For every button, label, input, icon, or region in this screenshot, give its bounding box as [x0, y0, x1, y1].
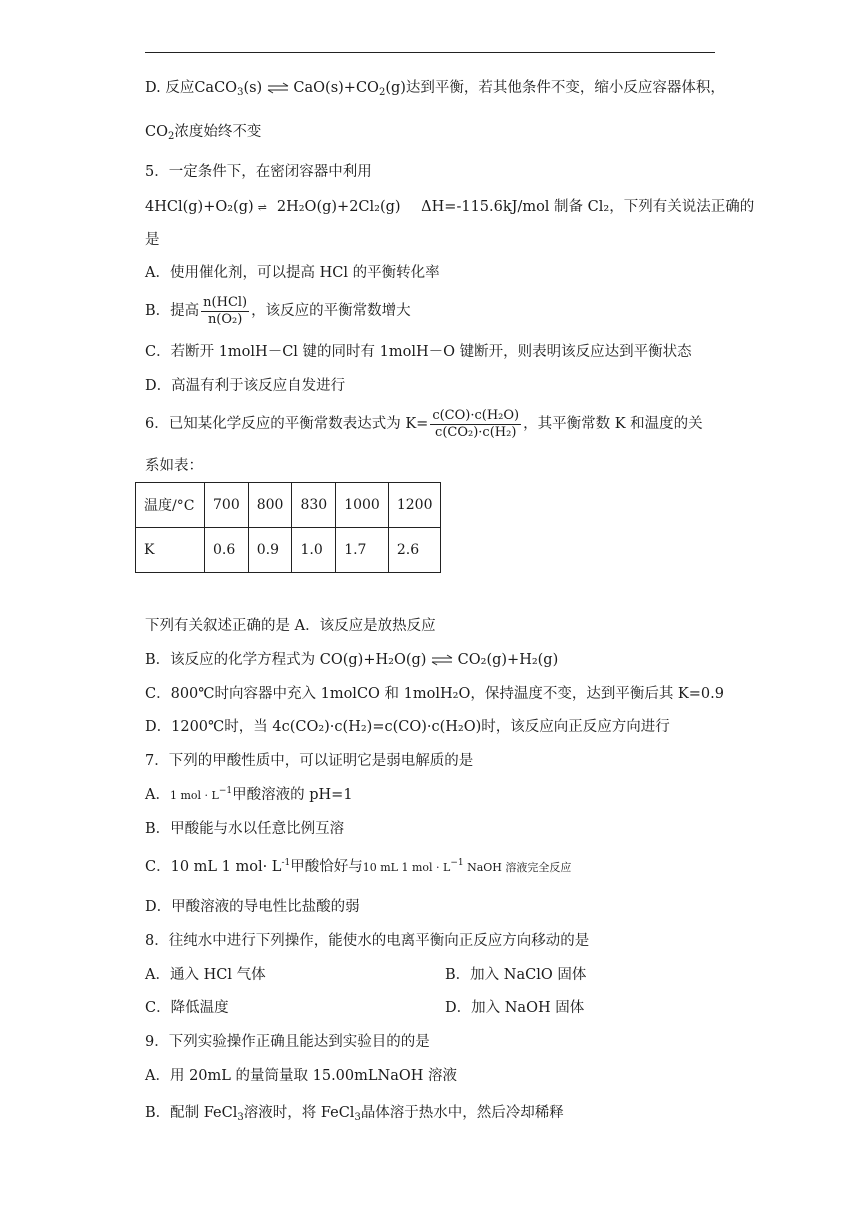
q6-stem: 6．已知某化学反应的平衡常数表达式为 K= $\frac{\text{c(CO)·c(H₂O)}}{\text{c(CO₂)·c(H₂)}}$ ，其平衡常数 K 和温度的关 [145, 407, 703, 440]
equilibrium-arrow-icon [431, 654, 453, 666]
q5-option-c: C．若断开 1molH－Cl 键的同时有 1molH－O 键断开，则表明该反应达到平衡状态 [145, 344, 692, 360]
k-temperature-table [135, 482, 441, 573]
q6-fraction: $\frac{\text{c(CO)·c(H₂O)}}{\text{c(CO₂)·c(H₂)}}$ [432, 407, 520, 440]
q6-stem-end: 系如表： [145, 458, 203, 474]
header-rule [145, 52, 715, 53]
table-header-cell: 1000 [336, 483, 389, 528]
equilibrium-arrow-icon [267, 82, 289, 94]
q7-option-a: A．1 mol · $L^{-1}$甲酸溶液的 pH=1 [145, 786, 353, 803]
q9-stem: 9．下列实验操作正确且能达到实验目的的是 [145, 1034, 430, 1050]
table-cell: K [136, 528, 205, 573]
table-cell: 0.9 [248, 528, 292, 573]
q8-stem: 8．往纯水中进行下列操作，能使水的电离平衡向正反应方向移动的是 [145, 933, 590, 949]
q4-option-d-cont: $CO_2$浓度始终不变 [145, 124, 262, 142]
q5-fraction: $\frac{\text{n(HCl)}}{\text{n(O₂)}}$ [203, 294, 248, 327]
table-header-cell: 1200 [388, 483, 441, 528]
q8-option-d: D．加入 NaOH 固体 [445, 1000, 585, 1016]
q9-option-a: A．用 20mL 的量筒量取 15.00mLNaOH 溶液 [145, 1068, 457, 1084]
table-header-cell: 800 [248, 483, 292, 528]
q8-option-c: C．降低温度 [145, 1000, 229, 1016]
q6-option-b: B．该反应的化学方程式为 CO(g)+H₂O(g) CO₂(g)+H₂(g) [145, 652, 559, 668]
q5-option-b: B．提高 $\frac{\text{n(HCl)}}{\text{n(O₂)}}$ ，该反应的平衡常数增大 [145, 294, 411, 327]
q5-option-d: D．高温有利于该反应自发进行 [145, 378, 346, 394]
q9-option-b: B．配制 FeCl$_3$溶液时，将 FeCl$_3$晶体溶于热水中，然后冷却稀释 [145, 1105, 564, 1123]
q7-option-d: D．甲酸溶液的导电性比盐酸的弱 [145, 899, 360, 915]
q6-option-d: D．1200℃时，当 4c(CO₂)·c(H₂)=c(CO)·c(H₂O)时，该反应向正反应方向进行 [145, 719, 670, 735]
table-header-cell: 温度/°C [136, 483, 205, 528]
table-cell: 0.6 [205, 528, 249, 573]
q5-option-a: A．使用催化剂，可以提高 HCl 的平衡转化率 [145, 265, 440, 281]
q5-stem: 5．一定条件下，在密闭容器中利用 [145, 164, 372, 180]
table-row [136, 528, 441, 573]
q8-option-a: A．通入 HCl 气体 [145, 967, 266, 983]
q4-option-d: D. 反应CaCO$_3$(s) $CaO(s)+CO_2(g)$达到平衡，若其他条件不变，缩小反应容器体积， [145, 80, 725, 98]
table-row [136, 483, 441, 528]
q7-option-c: C．10 mL 1 $mol\cdot L^{-1}$甲酸恰好与10 mL 1 mol · $L^{-1}$ NaOH 溶液完全反应 [145, 858, 572, 875]
q7-stem: 7．下列的甲酸性质中，可以证明它是弱电解质的是 [145, 753, 474, 769]
table-cell: 1.7 [336, 528, 389, 573]
table-cell: 2.6 [388, 528, 441, 573]
q6-option-a: 下列有关叙述正确的是 A．该反应是放热反应 [145, 618, 436, 634]
reversible-arrow-icon: ⇌ [257, 201, 267, 214]
table-header-cell: 830 [292, 483, 336, 528]
q6-option-c: C．800℃时向容器中充入 1molCO 和 1molH₂O，保持温度不变，达到平衡后其 K=0.9 [145, 686, 724, 702]
q7-option-b: B．甲酸能与水以任意比例互溶 [145, 821, 345, 837]
q8-option-b: B．加入 NaClO 固体 [445, 967, 587, 983]
table-header-cell: 700 [205, 483, 249, 528]
table-cell: 1.0 [292, 528, 336, 573]
q5-equation: 4HCl(g)+O₂(g) ⇌ 2H₂O(g)+2Cl₂(g) ΔH=-115.6kJ/mol 制备 Cl₂，下列有关说法正确的 [145, 199, 755, 215]
q5-stem-end: 是 [145, 232, 160, 248]
